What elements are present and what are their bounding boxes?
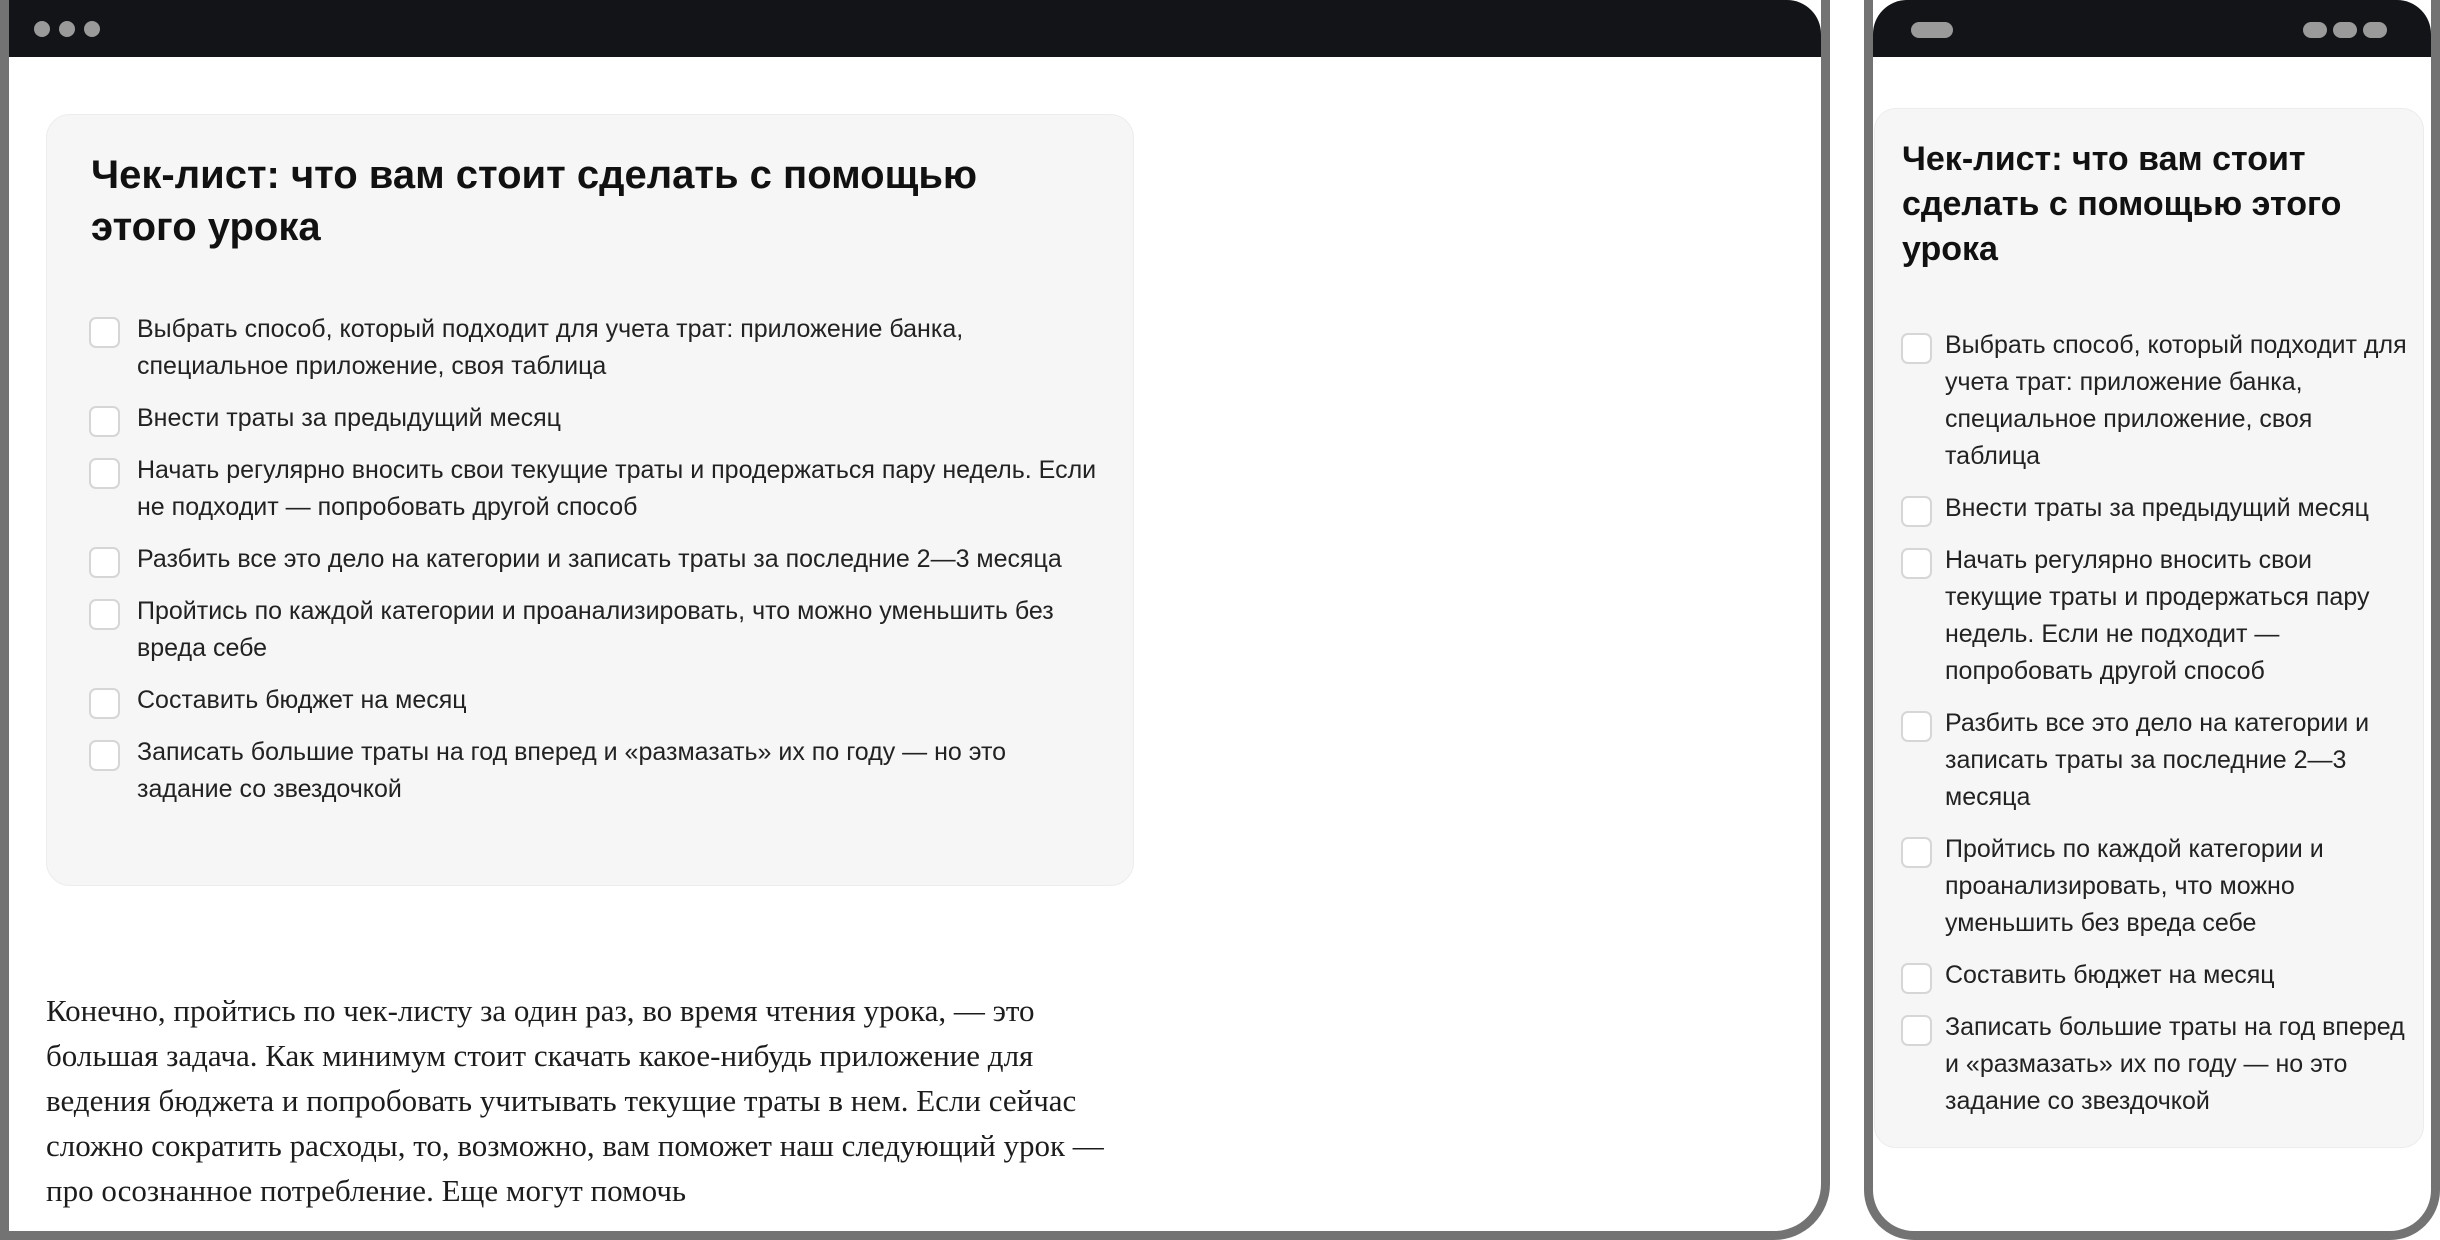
checklist-item-label: Записать большие траты на год вперед и «размазать» их по году — но это задание со звездочкой	[1945, 1013, 2405, 1115]
checklist-item-label: Начать регулярно вносить свои текущие траты и продержаться пару недель. Если не подходит — попробовать другой способ	[137, 456, 1097, 521]
empty-checkbox-icon[interactable]	[89, 547, 120, 578]
mobile-status-bar	[1873, 0, 2431, 57]
checklist-item	[89, 541, 1099, 578]
checklist-item-label: Разбить все это дело на категории и записать траты за последние 2—3 месяца	[1945, 709, 2370, 811]
checklist-item	[1901, 1009, 2411, 1120]
checklist-item-label: Составить бюджет на месяц	[137, 686, 467, 714]
window-minimize-dot-icon[interactable]	[59, 21, 75, 37]
empty-checkbox-icon[interactable]	[1901, 837, 1932, 868]
status-indicator-icon	[2333, 22, 2357, 38]
status-indicator-icon	[2303, 22, 2327, 38]
checklist-item-label: Внести траты за предыдущий месяц	[137, 404, 561, 432]
empty-checkbox-icon[interactable]	[89, 740, 120, 771]
checklist-item-label: Начать регулярно вносить свои текущие траты и продержаться пару недель. Если не подходит — попробовать другой способ	[1945, 546, 2370, 685]
checklist-item	[89, 311, 1099, 385]
checklist-item-label: Разбить все это дело на категории и записать траты за последние 2—3 месяца	[137, 545, 1062, 573]
checklist	[1901, 327, 2411, 1135]
empty-checkbox-icon[interactable]	[1901, 1015, 1932, 1046]
checklist-card	[46, 114, 1134, 886]
checklist-title: Чек-лист: что вам стоит сделать с помощью этого урока	[1902, 140, 2342, 268]
checklist-card	[1874, 108, 2424, 1148]
checklist-item	[1901, 831, 2411, 942]
checklist-item	[89, 734, 1099, 808]
empty-checkbox-icon[interactable]	[89, 406, 120, 437]
checklist-title: Чек-лист: что вам стоит сделать с помощью этого урока	[91, 153, 978, 249]
checklist-item-label: Записать большие траты на год вперед и «размазать» их по году — но это задание со звездочкой	[137, 738, 1007, 803]
checklist-item-label: Пройтись по каждой категории и проанализировать, что можно уменьшить без вреда себе	[137, 597, 1054, 662]
empty-checkbox-icon[interactable]	[89, 317, 120, 348]
checklist-item	[1901, 327, 2411, 475]
checklist-item	[1901, 705, 2411, 816]
checklist-item	[89, 593, 1099, 667]
checklist-item-label: Выбрать способ, который подходит для учета трат: приложение банка, специальное приложение, своя таблица	[1945, 331, 2407, 470]
checklist-item	[1901, 957, 2411, 994]
checklist-item-label: Составить бюджет на месяц	[1945, 961, 2275, 989]
checklist	[89, 311, 1099, 823]
empty-checkbox-icon[interactable]	[89, 599, 120, 630]
checklist-item	[89, 682, 1099, 719]
lesson-paragraph: Конечно, пройтись по чек-листу за один раз, во время чтения урока, — это большая задача. Как минимум стоит скачать какое-нибудь приложение для ведения бюджета и попробовать учитывать текущие траты в нем. Если сейчас сложно сократить расходы, то, возможно, вам поможет наш следующий урок — про осознанное потребление. Еще могут помочь	[46, 993, 1104, 1208]
empty-checkbox-icon[interactable]	[1901, 711, 1932, 742]
checklist-item-label: Внести траты за предыдущий месяц	[1945, 494, 2369, 522]
desktop-titlebar	[9, 0, 1821, 57]
status-pill-icon	[1911, 22, 1953, 38]
empty-checkbox-icon[interactable]	[89, 458, 120, 489]
empty-checkbox-icon[interactable]	[1901, 548, 1932, 579]
empty-checkbox-icon[interactable]	[1901, 333, 1932, 364]
checklist-item-label: Выбрать способ, который подходит для учета трат: приложение банка, специальное приложение, своя таблица	[137, 315, 964, 380]
checklist-item	[89, 400, 1099, 437]
window-close-dot-icon[interactable]	[34, 21, 50, 37]
empty-checkbox-icon[interactable]	[1901, 963, 1932, 994]
checklist-item	[1901, 490, 2411, 527]
status-indicator-icon	[2363, 22, 2387, 38]
empty-checkbox-icon[interactable]	[89, 688, 120, 719]
empty-checkbox-icon[interactable]	[1901, 496, 1932, 527]
window-maximize-dot-icon[interactable]	[84, 21, 100, 37]
checklist-item	[1901, 542, 2411, 690]
checklist-item-label: Пройтись по каждой категории и проанализировать, что можно уменьшить без вреда себе	[1945, 835, 2324, 937]
mobile-phone-frame	[1864, 0, 2440, 1240]
checklist-item	[89, 452, 1099, 526]
